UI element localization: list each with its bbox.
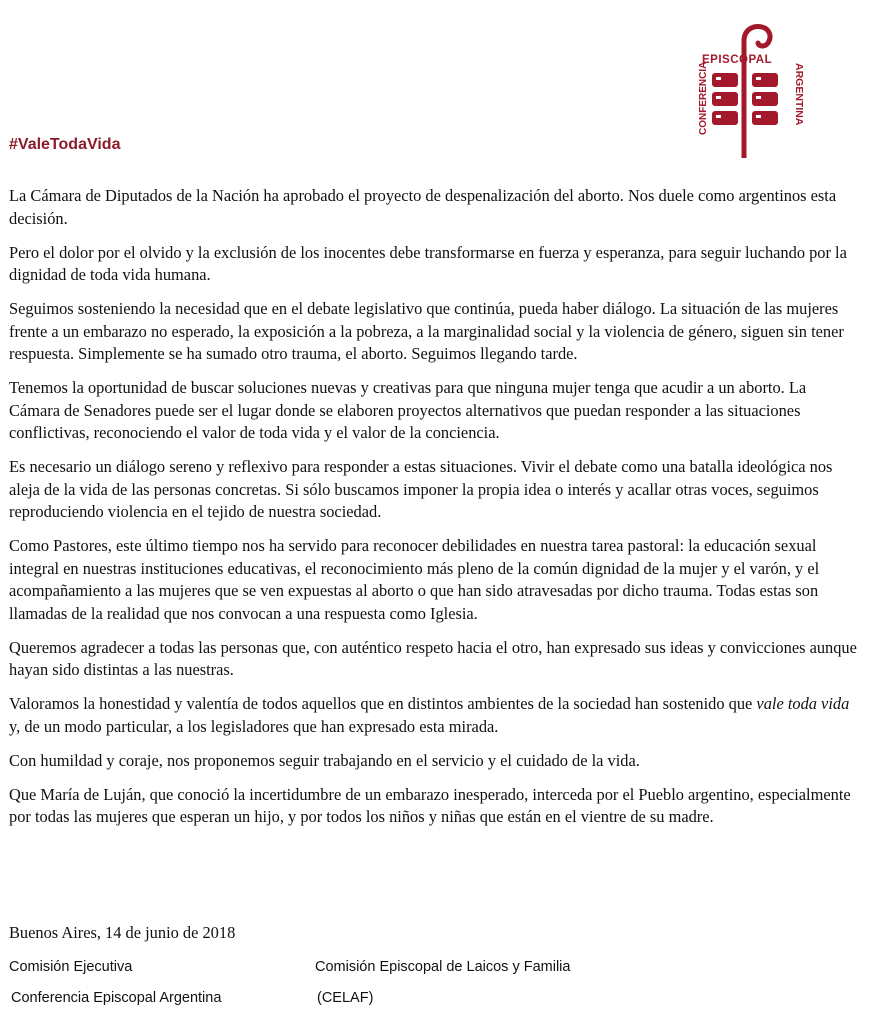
signature-right-line2: (CELAF) — [317, 990, 374, 1006]
paragraph-8-part-b: y, de un modo particular, a los legisladores que han expresado esta mirada. — [9, 716, 499, 736]
place-and-date: Buenos Aires, 14 de junio de 2018 — [9, 923, 236, 942]
logo-left-text: CONFERENCIA — [698, 61, 709, 135]
paragraph-7: Queremos agradecer a todas las personas que, con auténtico respeto hacia el otro, han expresado sus ideas y convicciones aunque hayan sido distintas a las nuestras. — [9, 637, 857, 679]
paragraph-2: Pero el dolor por el olvido y la exclusión de los inocentes debe transformarse en fuerza y esperanza, para seguir luchando por la dignidad de toda vida humana. — [9, 242, 847, 284]
signature-left-line2: Conferencia Episcopal Argentina — [11, 990, 222, 1006]
vale-toda-vida-emphasis: vale toda vida — [756, 694, 850, 713]
signature-right-line1: Comisión Episcopal de Laicos y Familia — [315, 959, 571, 975]
conferencia-episcopal-logo — [692, 23, 812, 158]
paragraph-6: Como Pastores, este último tiempo nos ha servido para reconocer debilidades en nuestra tarea pastoral: la educación sexual integral en nuestras instituciones educativas, el reconocimiento más pleno de la común dignidad de la mujer y el varón, y el acompañamiento a las mujeres que se ven expuestas al aborto o que han sido atravesadas por dicho trauma. Todas estas son llamadas de la realidad que nos convocan a una respuesta como Iglesia. — [9, 536, 820, 623]
paragraph-3: Seguimos sosteniendo la necesidad que en el debate legislativo que continúa, pueda haber diálogo. La situación de las mujeres frente a un embarazo no esperado, la exposición a la pobreza, a la marginalidad social y la violencia de género, siguen sin tener respuesta. Simplemente se ha sumado otro trauma, el aborto. Seguimos llegando tarde. — [9, 299, 844, 363]
paragraph-4: Tenemos la oportunidad de buscar soluciones nuevas y creativas para que ninguna mujer tenga que acudir a un aborto. La Cámara de Senadores puede ser el lugar donde se elaboren proyectos alternativos que puedan responder a las situaciones conflictivas, reconociendo el valor de toda vida y el valor de la conciencia. — [9, 378, 807, 442]
logo-top-text: EPISCOPAL — [702, 54, 773, 66]
paragraph-1: La Cámara de Diputados de la Nación ha aprobado el proyecto de despenalización del aborto. Nos duele como argentinos esta decisión. — [9, 186, 837, 228]
paragraph-9: Con humildad y coraje, nos proponemos seguir trabajando en el servicio y el cuidado de la vida. — [9, 750, 640, 770]
paragraph-8-part-a: Valoramos la honestidad y valentía de todos aquellos que en distintos ambientes de la sociedad han sostenido que — [9, 694, 757, 713]
paragraph-8 — [9, 693, 859, 738]
lamb-icon-group-left — [712, 73, 738, 125]
logo-right-text: ARGENTINA — [793, 63, 805, 126]
lamb-icon-group-right — [752, 73, 778, 125]
paragraph-5: Es necesario un diálogo sereno y reflexivo para responder a estas situaciones. Vivir el debate como una batalla ideológica nos aleja de la vida de las personas concretas. Si sólo buscamos imponer la propia idea o interés y acallar otras voces, seguimos reproduciendo violencia en el tejido de nuestra sociedad. — [9, 457, 833, 521]
statement-body — [9, 185, 859, 840]
hashtag-title: #ValeTodaVida — [9, 136, 121, 153]
signature-left-line1: Comisión Ejecutiva — [9, 959, 133, 975]
paragraph-10: Que María de Luján, que conoció la incertidumbre de un embarazo inesperado, interceda por el Pueblo argentino, especialmente por todas las mujeres que esperan un hijo, y por todos los niños y niñas que están en el vientre de su madre. — [9, 784, 851, 826]
